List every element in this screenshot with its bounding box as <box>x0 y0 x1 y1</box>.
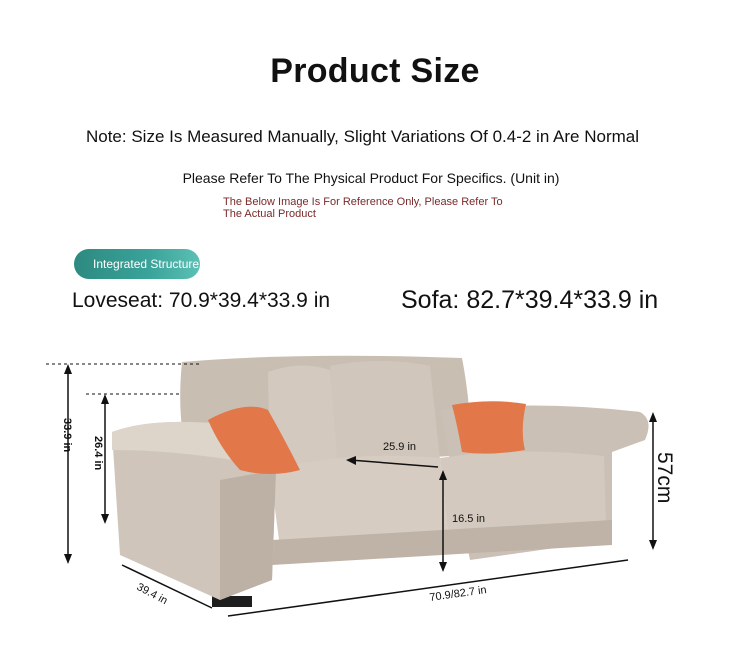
arm-front <box>220 470 276 600</box>
page-title: Product Size <box>270 52 480 90</box>
seat-depth-label: 25.9 in <box>383 441 417 453</box>
arrow-head <box>64 364 72 374</box>
back-cushion <box>330 361 440 470</box>
arrow-head <box>64 554 72 564</box>
arrow-head <box>439 562 447 572</box>
total-height-label: 33.9 in <box>61 418 73 453</box>
reference-note-line-1: The Below Image Is For Reference Only, Please Refer To <box>223 196 503 208</box>
badge-label: Integrated Structure <box>93 257 200 271</box>
size-note: Note: Size Is Measured Manually, Slight Variations Of 0.4-2 in Are Normal <box>85 127 640 146</box>
sofa-size: Sofa: 82.7*39.4*33.9 in <box>401 286 659 314</box>
seat-height-label: 16.5 in <box>452 513 486 525</box>
reference-note-line-2: The Actual Product <box>223 208 316 220</box>
depth-label: 39.4 in <box>134 581 170 608</box>
width-arrow <box>228 560 628 616</box>
height-cm-label: 57cm <box>653 452 676 504</box>
refer-note: Please Refer To The Physical Product For Specifics. (Unit in) <box>182 170 560 186</box>
arrow-head <box>101 514 109 524</box>
arrow-head <box>649 540 657 550</box>
loveseat-size: Loveseat: 70.9*39.4*33.9 in <box>72 289 331 312</box>
arrow-head <box>649 412 657 422</box>
arm-height-label: 26.4 in <box>92 436 104 471</box>
orange-pillow <box>452 401 526 453</box>
width-label: 70.9/82.7 in <box>428 584 488 604</box>
arrow-head <box>101 394 109 404</box>
